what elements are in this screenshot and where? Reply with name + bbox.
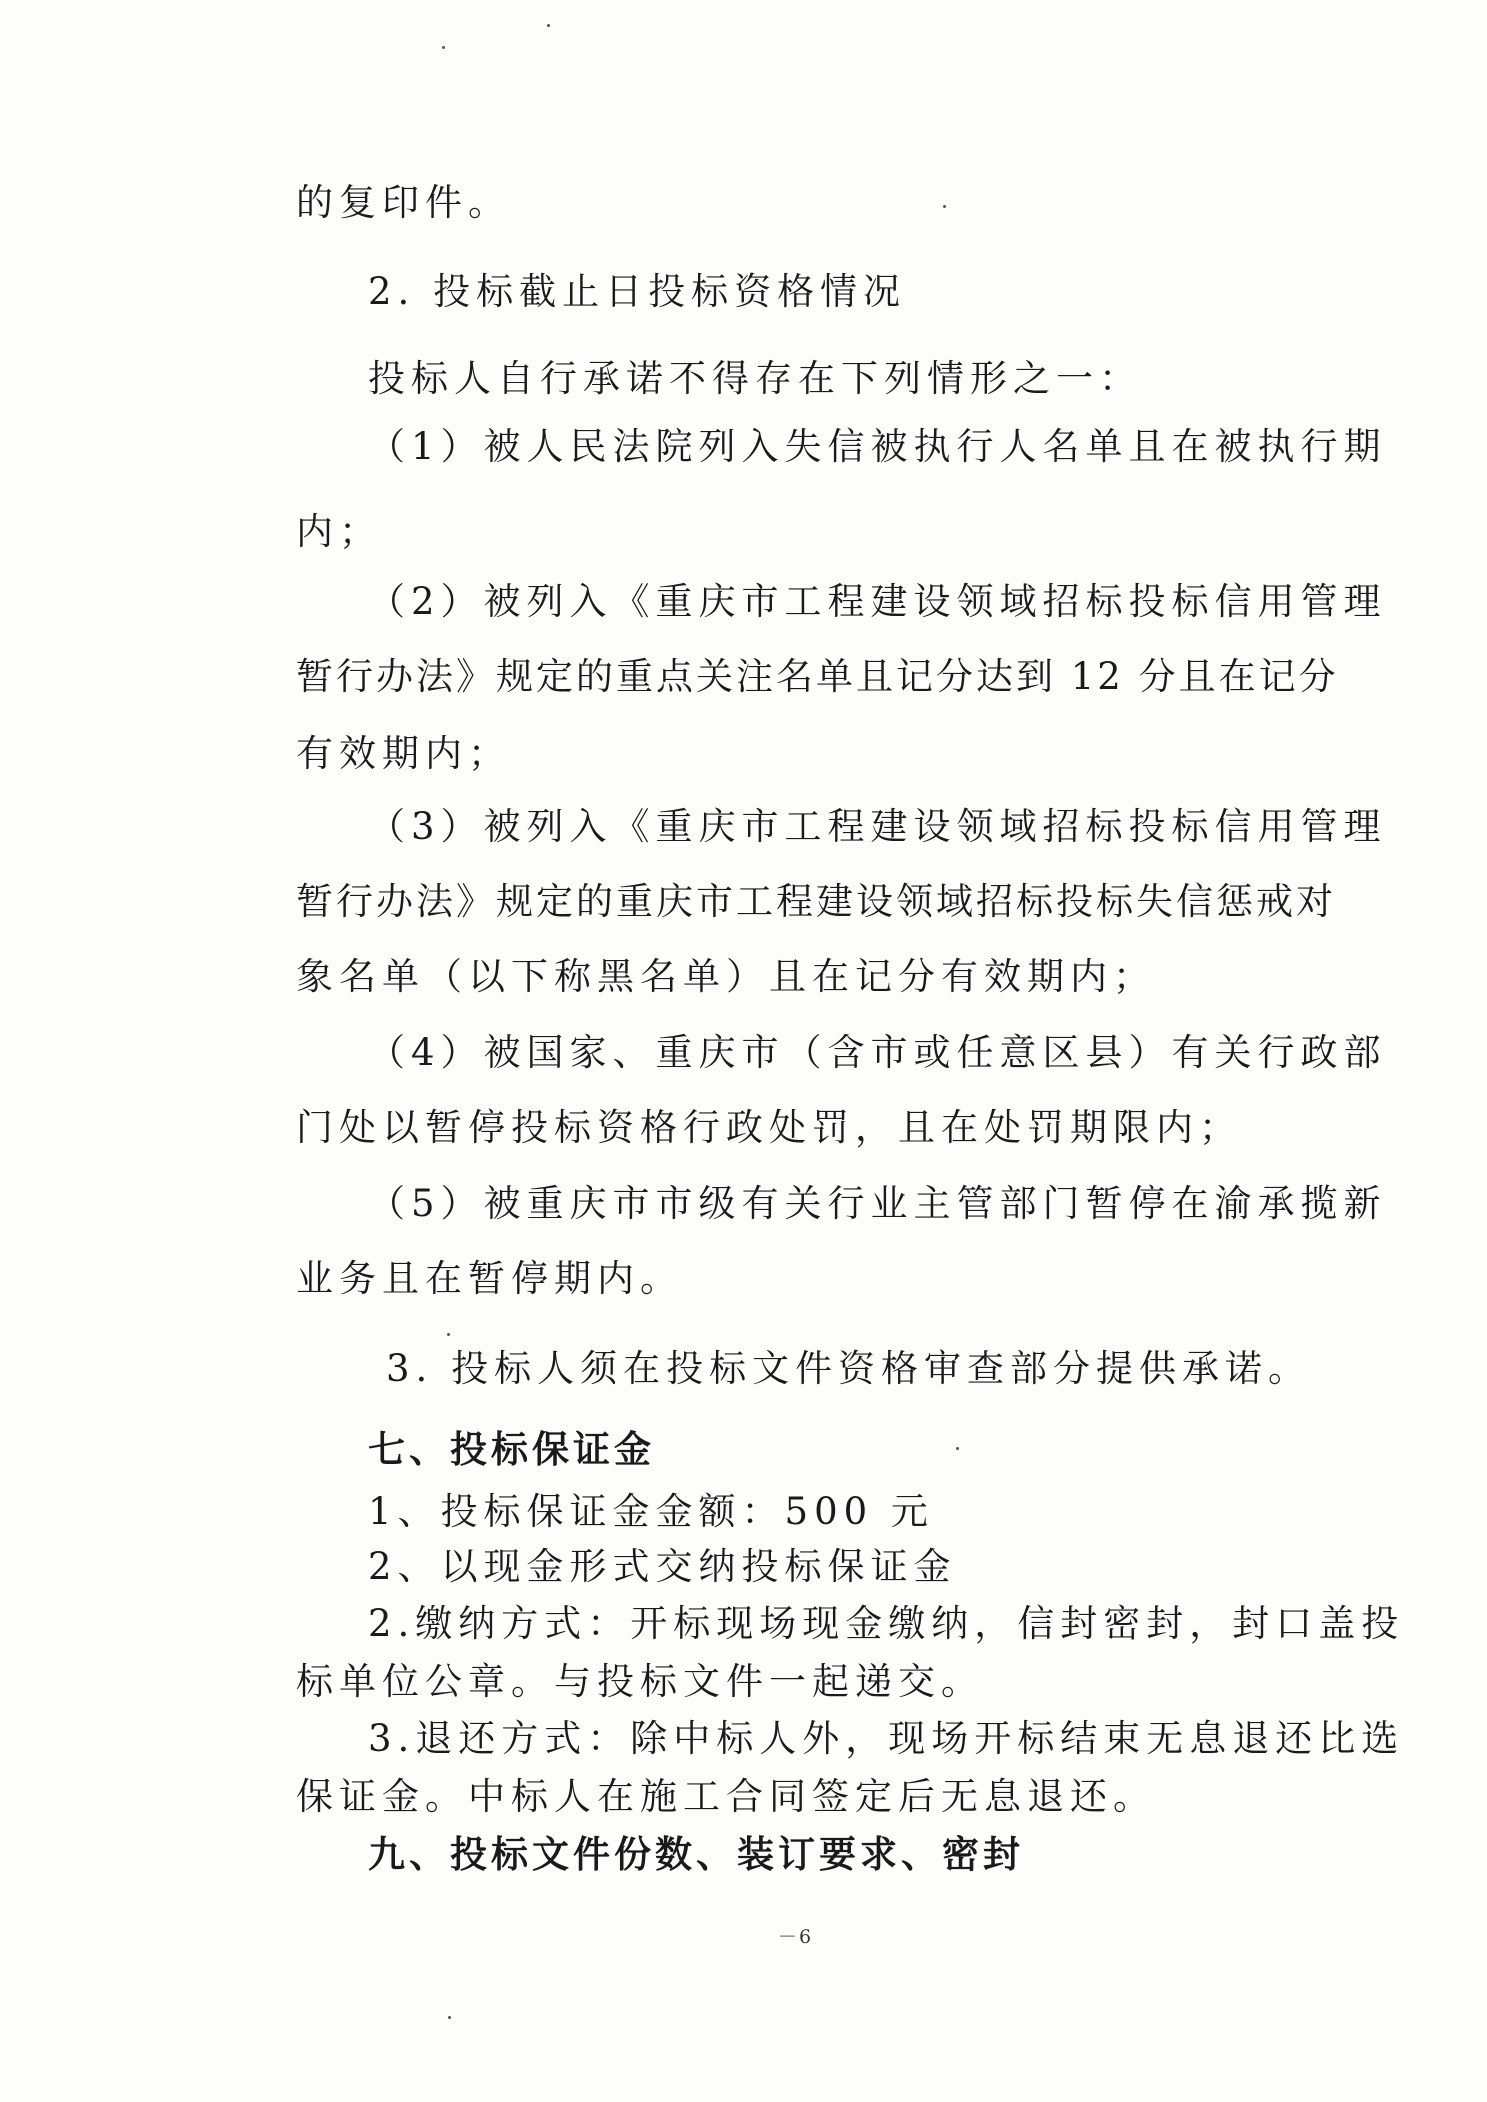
item-3-line-3: 象名单（以下称黑名单）且在记分有效期内； bbox=[296, 955, 1156, 998]
item-3-line-2: 暂行办法》规定的重庆市工程建设领域招标投标失信惩戒对 bbox=[296, 880, 1336, 923]
section-7-heading: 七、投标保证金 bbox=[368, 1427, 655, 1471]
refund-method-line-1: 3.退还方式：除中标人外，现场开标结束无息退还比选 bbox=[368, 1717, 1405, 1760]
deposit-amount: 1、投标保证金金额：500 元 bbox=[368, 1490, 934, 1533]
scan-speck bbox=[442, 46, 445, 49]
page-number: －6 bbox=[778, 1926, 814, 1948]
item-4-line-2: 门处以暂停投标资格行政处罚，且在处罚期限内； bbox=[296, 1106, 1242, 1149]
item-5-line-1: （5）被重庆市市级有关行业主管部门暂停在渝承揽新 bbox=[368, 1182, 1387, 1225]
scan-speck bbox=[448, 2016, 451, 2019]
item-4-line-1: （4）被国家、重庆市（含市或任意区县）有关行政部 bbox=[368, 1031, 1387, 1074]
text-line-1: 的复印件。 bbox=[296, 181, 511, 224]
payment-method-line-2: 标单位公章。与投标文件一起递交。 bbox=[296, 1660, 984, 1703]
scan-speck bbox=[943, 205, 946, 208]
item-2-line-3: 有效期内； bbox=[296, 732, 511, 775]
section-3-text: 3. 投标人须在投标文件资格审查部分提供承诺。 bbox=[386, 1347, 1312, 1390]
deposit-form: 2、以现金形式交纳投标保证金 bbox=[368, 1545, 957, 1588]
scan-speck bbox=[547, 24, 550, 27]
item-2-line-2: 暂行办法》规定的重点关注名单且记分达到 12 分且在记分 bbox=[296, 655, 1339, 698]
section-2-heading: 2. 投标截止日投标资格情况 bbox=[368, 270, 907, 313]
payment-method-line-1: 2.缴纳方式：开标现场现金缴纳，信封密封，封口盖投 bbox=[368, 1602, 1405, 1645]
item-1-line-2: 内； bbox=[296, 510, 382, 553]
section-9-heading: 九、投标文件份数、装订要求、密封 bbox=[368, 1832, 1024, 1876]
refund-method-line-2: 保证金。中标人在施工合同签定后无息退还。 bbox=[296, 1775, 1156, 1818]
item-5-line-2: 业务且在暂停期内。 bbox=[296, 1257, 683, 1300]
scan-speck bbox=[447, 1333, 450, 1336]
text-line-3: 投标人自行承诺不得存在下列情形之一： bbox=[368, 357, 1142, 400]
scan-speck bbox=[956, 1447, 959, 1450]
item-3-line-1: （3）被列入《重庆市工程建设领域招标投标信用管理 bbox=[368, 805, 1387, 848]
item-1-line-1: （1）被人民法院列入失信被执行人名单且在被执行期 bbox=[368, 425, 1387, 468]
item-2-line-1: （2）被列入《重庆市工程建设领域招标投标信用管理 bbox=[368, 580, 1387, 623]
